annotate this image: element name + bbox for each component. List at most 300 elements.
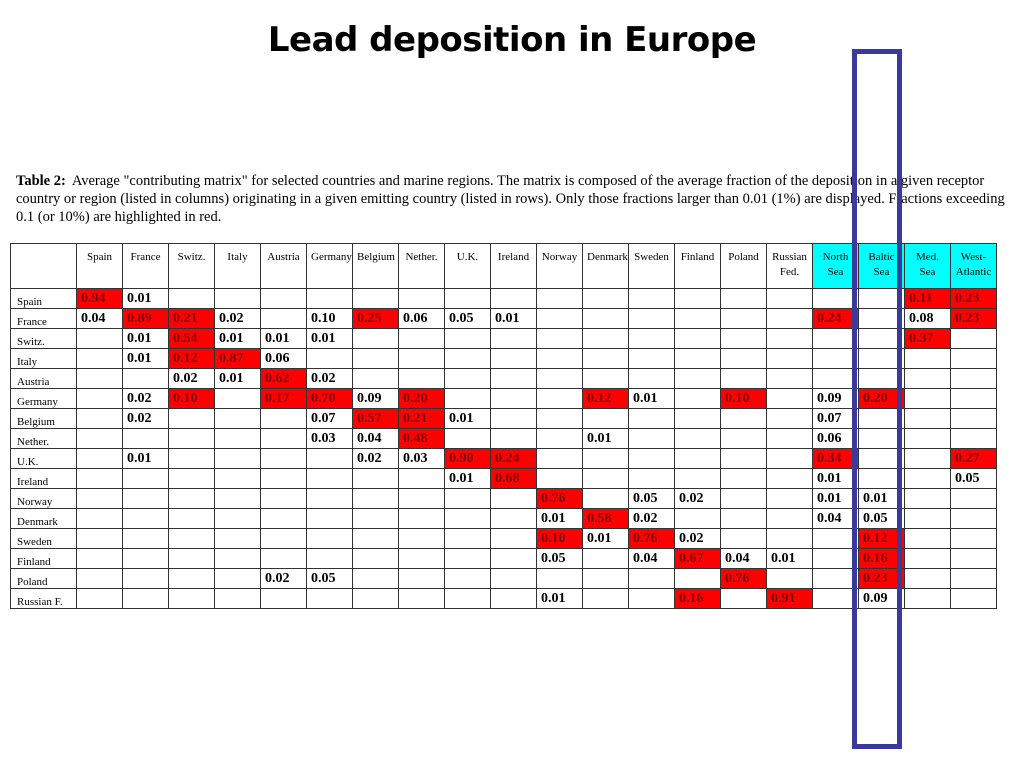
table-cell [399, 349, 445, 369]
table-cell [399, 589, 445, 609]
table-cell [353, 349, 399, 369]
table-cell [905, 529, 951, 549]
table-cell: 0.10 [537, 529, 583, 549]
table-cell [629, 409, 675, 429]
table-cell [951, 489, 997, 509]
row-label: Nether. [11, 429, 77, 449]
table-cell: 0.87 [215, 349, 261, 369]
table-cell [307, 289, 353, 309]
table-cell [353, 369, 399, 389]
table-cell [353, 529, 399, 549]
table-cell [399, 529, 445, 549]
table-cell [767, 309, 813, 329]
table-cell: 0.05 [629, 489, 675, 509]
table-cell [399, 489, 445, 509]
column-header: Sweden [629, 244, 675, 289]
table-cell [445, 569, 491, 589]
table-cell [767, 349, 813, 369]
table-cell: 0.01 [629, 389, 675, 409]
table-cell [77, 469, 123, 489]
table-cell [629, 469, 675, 489]
table-cell: 0.58 [583, 509, 629, 529]
row-label: Norway [11, 489, 77, 509]
table-cell [905, 489, 951, 509]
table-cell: 0.02 [353, 449, 399, 469]
table-cell: 0.01 [123, 329, 169, 349]
table-cell [491, 349, 537, 369]
table-cell [353, 549, 399, 569]
table-cell: 0.20 [399, 389, 445, 409]
table-cell [537, 289, 583, 309]
table-cell [629, 309, 675, 329]
row-label: France [11, 309, 77, 329]
table-cell [721, 589, 767, 609]
table-cell [951, 409, 997, 429]
table-cell [905, 389, 951, 409]
table-cell [123, 469, 169, 489]
table-cell [721, 369, 767, 389]
table-cell: 0.68 [491, 469, 537, 489]
table-cell [353, 329, 399, 349]
table-cell [77, 589, 123, 609]
table-cell [169, 549, 215, 569]
table-cell [399, 369, 445, 389]
table-cell [307, 449, 353, 469]
table-cell: 0.04 [629, 549, 675, 569]
table-cell [767, 529, 813, 549]
table-cell: 0.16 [675, 589, 721, 609]
table-cell [445, 589, 491, 609]
table-cell [905, 549, 951, 569]
table-cell [123, 569, 169, 589]
table-cell: 0.48 [399, 429, 445, 449]
table-cell: 0.76 [537, 489, 583, 509]
table-cell: 0.10 [721, 389, 767, 409]
table-cell: 0.67 [675, 549, 721, 569]
column-header: Belgium [353, 244, 399, 289]
table-cell [169, 409, 215, 429]
table-row [11, 509, 997, 529]
table-cell: 0.04 [813, 509, 859, 529]
table-cell [445, 389, 491, 409]
table-cell [583, 329, 629, 349]
table-cell: 0.05 [537, 549, 583, 569]
table-cell: 0.02 [261, 569, 307, 589]
table-cell [721, 529, 767, 549]
table-cell: 0.37 [905, 329, 951, 349]
table-cell: 0.23 [859, 569, 905, 589]
row-label: U.K. [11, 449, 77, 469]
table-cell: 0.76 [629, 529, 675, 549]
table-cell: 0.01 [215, 329, 261, 349]
caption-text: Average "contributing matrix" for selected countries and marine regions. The matrix is composed of the average fraction of the deposition in a given receptor country or region (listed in columns) originating in a given emitting country (listed in rows). Only those fractions larger than 0.01 (1%) are displayed. Fractions exceeding 0.1 (or 10%) are highlighted in red. [16, 173, 1005, 225]
table-cell [353, 509, 399, 529]
table-cell [491, 549, 537, 569]
table-cell [77, 509, 123, 529]
table-cell [261, 509, 307, 529]
table-cell [445, 509, 491, 529]
table-cell [583, 549, 629, 569]
column-header: Denmark [583, 244, 629, 289]
table-cell [491, 289, 537, 309]
table-cell [445, 369, 491, 389]
table-cell: 0.01 [583, 429, 629, 449]
table-cell [951, 429, 997, 449]
table-cell [77, 529, 123, 549]
table-cell [491, 509, 537, 529]
table-cell [169, 469, 215, 489]
table-cell: 0.01 [537, 589, 583, 609]
table-cell [583, 289, 629, 309]
row-label: Finland [11, 549, 77, 569]
table-cell [721, 309, 767, 329]
contribution-matrix-table [10, 243, 997, 609]
table-cell [123, 549, 169, 569]
table-cell [215, 409, 261, 429]
table-cell [445, 329, 491, 349]
table-cell [767, 369, 813, 389]
table-cell: 0.12 [169, 349, 215, 369]
table-cell [261, 289, 307, 309]
table-cell [905, 369, 951, 389]
table-cell: 0.12 [583, 389, 629, 409]
table-cell [261, 409, 307, 429]
table-cell: 0.20 [859, 389, 905, 409]
table-row [11, 549, 997, 569]
row-label: Belgium [11, 409, 77, 429]
table-cell: 0.54 [169, 329, 215, 349]
table-cell: 0.12 [859, 529, 905, 549]
table-cell: 0.07 [813, 409, 859, 429]
table-cell [767, 329, 813, 349]
slide-title: Lead deposition in Europe [267, 20, 757, 60]
table-cell [951, 569, 997, 589]
column-header: Poland [721, 244, 767, 289]
table-cell [77, 349, 123, 369]
table-cell: 0.06 [399, 309, 445, 329]
table-row [11, 389, 997, 409]
table-cell: 0.21 [399, 409, 445, 429]
table-cell [307, 509, 353, 529]
table-cell [583, 589, 629, 609]
table-cell [629, 449, 675, 469]
column-header: Med. Sea [905, 244, 951, 289]
table-cell [169, 489, 215, 509]
table-cell [951, 389, 997, 409]
column-header: Spain [77, 244, 123, 289]
table-cell [675, 329, 721, 349]
table-cell [583, 469, 629, 489]
column-header: Austria [261, 244, 307, 289]
table-cell [169, 289, 215, 309]
row-label: Switz. [11, 329, 77, 349]
table-cell [491, 409, 537, 429]
table-cell: 0.06 [261, 349, 307, 369]
table-cell [721, 509, 767, 529]
table-cell [491, 369, 537, 389]
table-cell: 0.01 [813, 469, 859, 489]
table-cell [629, 349, 675, 369]
table-cell [353, 489, 399, 509]
table-cell [905, 349, 951, 369]
column-header: Norway [537, 244, 583, 289]
table-cell: 0.10 [307, 309, 353, 329]
table-cell: 0.24 [813, 309, 859, 329]
table-cell: 0.09 [813, 389, 859, 409]
table-cell [491, 429, 537, 449]
table-cell [123, 369, 169, 389]
table-cell [675, 509, 721, 529]
table-cell [215, 529, 261, 549]
table-cell [307, 469, 353, 489]
table-cell [215, 489, 261, 509]
table-cell [353, 469, 399, 489]
table-cell: 0.02 [307, 369, 353, 389]
table-cell [537, 469, 583, 489]
table-cell [445, 489, 491, 509]
table-cell: 0.21 [169, 309, 215, 329]
table-cell [307, 489, 353, 509]
table-cell [491, 569, 537, 589]
table-cell [261, 489, 307, 509]
table-cell [77, 569, 123, 589]
table-cell [675, 289, 721, 309]
table-cell: 0.34 [813, 449, 859, 469]
table-cell [77, 329, 123, 349]
table-row [11, 529, 997, 549]
table-cell [123, 489, 169, 509]
table-cell: 0.27 [951, 449, 997, 469]
table-cell [261, 469, 307, 489]
table-cell [215, 449, 261, 469]
table-cell: 0.07 [307, 409, 353, 429]
table-cell: 0.02 [215, 309, 261, 329]
table-cell [169, 589, 215, 609]
row-label: Germany [11, 389, 77, 409]
table-cell [537, 349, 583, 369]
table-cell: 0.01 [215, 369, 261, 389]
table-cell [261, 549, 307, 569]
table-cell: 0.25 [353, 309, 399, 329]
table-cell [767, 449, 813, 469]
table-cell: 0.04 [77, 309, 123, 329]
table-cell [399, 509, 445, 529]
table-cell [951, 329, 997, 349]
table-cell: 0.17 [261, 389, 307, 409]
table-cell [77, 489, 123, 509]
table-cell: 0.91 [767, 589, 813, 609]
table-cell [353, 289, 399, 309]
table-cell [445, 289, 491, 309]
table-cell [951, 349, 997, 369]
table-cell [675, 429, 721, 449]
table-cell [537, 369, 583, 389]
table-cell: 0.01 [537, 509, 583, 529]
column-header: Nether. [399, 244, 445, 289]
table-cell [215, 549, 261, 569]
table-cell: 0.05 [951, 469, 997, 489]
column-header: North Sea [813, 244, 859, 289]
table-cell [537, 569, 583, 589]
table-cell [77, 429, 123, 449]
table-cell: 0.05 [445, 309, 491, 329]
table-row [11, 469, 997, 489]
row-label: Austria [11, 369, 77, 389]
table-cell [629, 369, 675, 389]
table-cell [123, 589, 169, 609]
table-cell [583, 569, 629, 589]
table-cell [77, 369, 123, 389]
table-cell [721, 349, 767, 369]
table-cell: 0.01 [123, 449, 169, 469]
column-header: Ireland [491, 244, 537, 289]
table-cell: 0.01 [307, 329, 353, 349]
table-cell [307, 529, 353, 549]
table-cell: 0.02 [169, 369, 215, 389]
table-cell [491, 589, 537, 609]
table-cell [905, 409, 951, 429]
table-cell: 0.05 [859, 509, 905, 529]
column-header: Switz. [169, 244, 215, 289]
row-label: Russian F. [11, 589, 77, 609]
table-cell [169, 509, 215, 529]
table-cell: 0.62 [261, 369, 307, 389]
table-cell [215, 289, 261, 309]
table-cell [583, 369, 629, 389]
table-cell [537, 409, 583, 429]
caption-label: Table 2: [16, 173, 66, 189]
column-header: West-Atlantic [951, 244, 997, 289]
table-cell [675, 569, 721, 589]
table-cell [215, 589, 261, 609]
table-cell [537, 449, 583, 469]
table-cell: 0.04 [721, 549, 767, 569]
table-cell [675, 389, 721, 409]
table-row [11, 329, 997, 349]
table-cell: 0.10 [169, 389, 215, 409]
table-cell [951, 529, 997, 549]
column-header: Italy [215, 244, 261, 289]
table-cell [169, 569, 215, 589]
table-cell [675, 369, 721, 389]
column-header: U.K. [445, 244, 491, 289]
table-cell [353, 569, 399, 589]
table-row [11, 349, 997, 369]
table-row [11, 449, 997, 469]
table-cell [767, 389, 813, 409]
table-cell [537, 329, 583, 349]
table-cell [583, 349, 629, 369]
table-cell: 0.76 [721, 569, 767, 589]
table-cell [353, 589, 399, 609]
table-cell: 0.24 [491, 449, 537, 469]
table-cell: 0.01 [123, 349, 169, 369]
table-cell: 0.01 [445, 469, 491, 489]
table-cell [905, 569, 951, 589]
table-cell [675, 309, 721, 329]
column-header: Russian Fed. [767, 244, 813, 289]
column-header: Baltic Sea [859, 244, 905, 289]
table-cell [77, 549, 123, 569]
table-row [11, 489, 997, 509]
table-cell [77, 389, 123, 409]
table-cell [629, 329, 675, 349]
table-cell [905, 429, 951, 449]
table-cell [491, 389, 537, 409]
table-cell [307, 349, 353, 369]
table-cell [721, 409, 767, 429]
table-cell: 0.02 [123, 389, 169, 409]
table-cell [675, 449, 721, 469]
table-cell [951, 369, 997, 389]
table-cell [721, 329, 767, 349]
table-cell: 0.70 [307, 389, 353, 409]
table-row [11, 589, 997, 609]
table-cell [629, 569, 675, 589]
table-cell [307, 549, 353, 569]
table-cell [537, 309, 583, 329]
table-cell [399, 549, 445, 569]
table-cell [445, 429, 491, 449]
table-cell [767, 489, 813, 509]
table-cell [215, 469, 261, 489]
table-cell [261, 589, 307, 609]
table-cell [905, 509, 951, 529]
table-cell [399, 469, 445, 489]
table-cell: 0.94 [77, 289, 123, 309]
table-cell [583, 309, 629, 329]
table-cell [491, 329, 537, 349]
table-cell [767, 469, 813, 489]
table-cell [399, 569, 445, 589]
table-cell: 0.01 [261, 329, 307, 349]
table-cell: 0.11 [905, 289, 951, 309]
table-cell [445, 349, 491, 369]
table-cell [583, 489, 629, 509]
table-cell [215, 569, 261, 589]
table-cell: 0.02 [675, 529, 721, 549]
table-cell: 0.03 [307, 429, 353, 449]
table-cell [491, 489, 537, 509]
row-label: Ireland [11, 469, 77, 489]
table-cell [123, 529, 169, 549]
table-cell [537, 429, 583, 449]
table-cell [399, 289, 445, 309]
table-cell [721, 469, 767, 489]
table-cell: 0.01 [813, 489, 859, 509]
table-cell [767, 409, 813, 429]
table-cell: 0.02 [675, 489, 721, 509]
table-cell [951, 589, 997, 609]
table-cell: 0.02 [629, 509, 675, 529]
table-cell [905, 589, 951, 609]
row-label: Poland [11, 569, 77, 589]
row-label: Denmark [11, 509, 77, 529]
table-cell: 0.90 [445, 449, 491, 469]
table-cell [77, 449, 123, 469]
table-cell: 0.09 [859, 589, 905, 609]
table-cell: 0.01 [491, 309, 537, 329]
table-cell [123, 509, 169, 529]
table-cell [215, 429, 261, 449]
corner-cell [11, 244, 77, 289]
table-cell [123, 429, 169, 449]
table-cell [721, 489, 767, 509]
table-cell: 0.01 [123, 289, 169, 309]
baltic-sea-highlight-box [852, 49, 902, 749]
table-cell: 0.89 [123, 309, 169, 329]
table-row [11, 309, 997, 329]
